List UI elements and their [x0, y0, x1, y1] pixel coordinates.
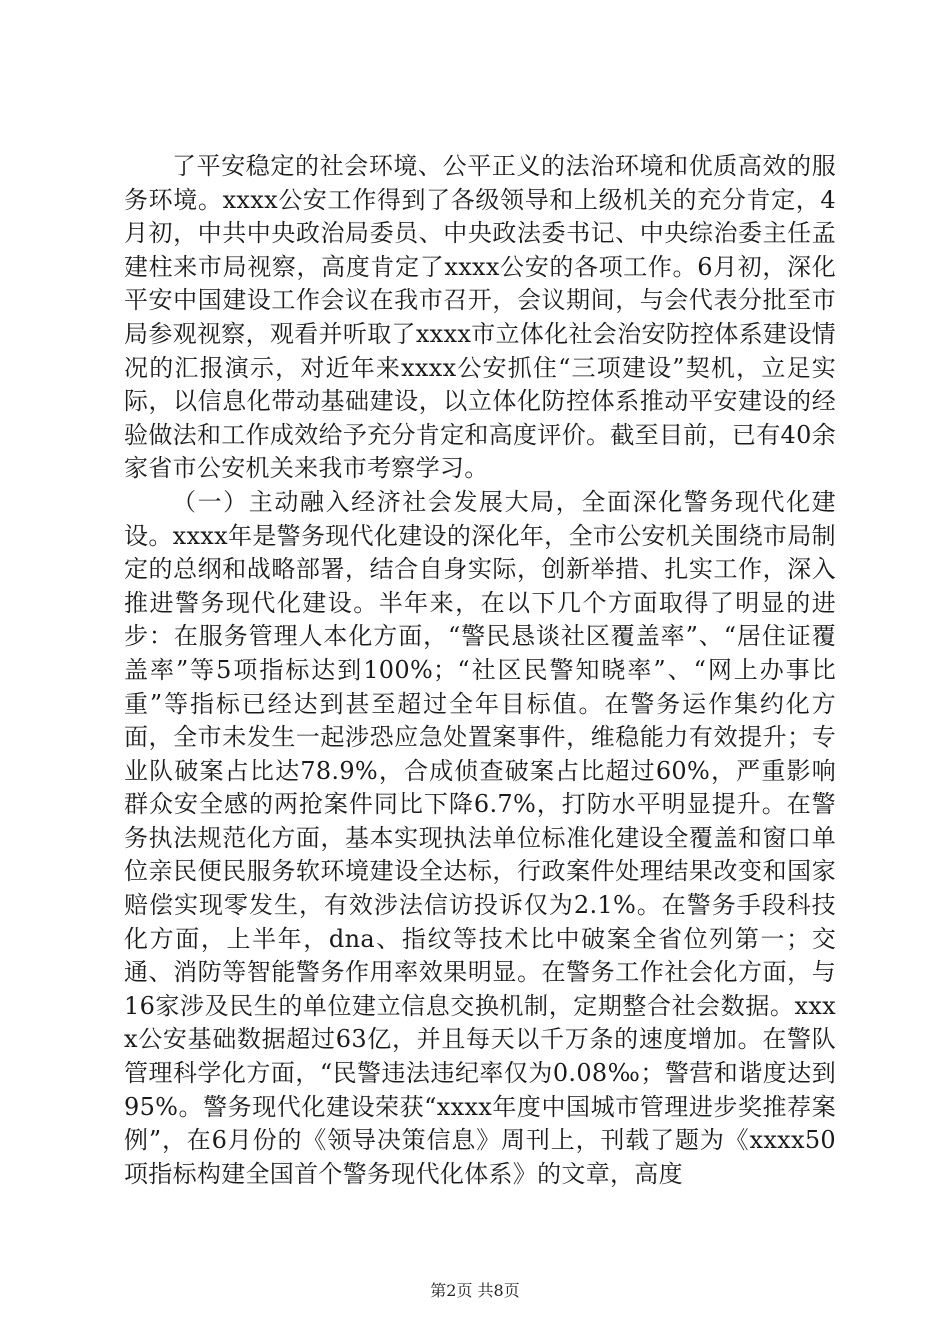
paragraph-continued: 了平安稳定的社会环境、公平正义的法治环境和优质高效的服务环境。xxxx公安工作得到了各级领导和上级机关的充分肯定，4月初，中共中央政治局委员、中央政法委书记、中央综治委主任孟建柱来市局视察，高度肯定了xxxx公安的各项工作。6月初，深化平安中国建设工作会议在我市召开，会议期间，与会代表分批至市局参观视察，观看并听取了xxxx市立体化社会治安防控体系建设情况的汇报演示，对近年来xxxx公安抓住“三项建设”契机，立足实际，以信息化带动基础建设，以立体化防控体系推动平安建设的经验做法和工作成效给予充分肯定和高度评价。截至目前，已有40余家省市公安机关来我市考察学习。: [124, 152, 836, 483]
document-body: [124, 150, 836, 1191]
paragraph-section-one: （一）主动融入经济社会发展大局，全面深化警务现代化建设。xxxx年是警务现代化建设的深化年，全市公安机关围绕市局制定的总纲和战略部署，结合自身实际，创新举措、扎实工作，深入推进警务现代化建设。半年来，在以下几个方面取得了明显的进步：在服务管理人本化方面，“警民恳谈社区覆盖率”、“居住证覆盖率”等5项指标达到100%；“社区民警知晓率”、“网上办事比重”等指标已经达到甚至超过全年目标值。在警务运作集约化方面，全市未发生一起涉恐应急处置案事件，维稳能力有效提升；专业队破案占比达78.9%，合成侦查破案占比超过60%，严重影响群众安全感的两抢案件同比下降6.7%，打防水平明显提升。在警务执法规范化方面，基本实现执法单位标准化建设全覆盖和窗口单位亲民便民服务软环境建设全达标，行政案件处理结果改变和国家赔偿实现零发生，有效涉法信访投诉仅为2.1%。在警务手段科技化方面，上半年，dna、指纹等技术比中破案全省位列第一；交通、消防等智能警务作用率效果明显。在警务工作社会化方面，与16家涉及民生的单位建立信息交换机制，定期整合社会数据。xxxx公安基础数据超过63亿，并且每天以千万条的速度增加。在警队管理科学化方面，“民警违法违纪率仅为0.08‰；警营和谐度达到95%。警务现代化建设荣获“xxxx年度中国城市管理进步奖推荐案例”，在6月份的《领导决策信息》周刊上，刊载了题为《xxxx50项指标构建全国首个警务现代化体系》的文章，高度: [124, 487, 836, 1188]
page-number-footer: 第2页 共8页: [430, 1281, 520, 1300]
